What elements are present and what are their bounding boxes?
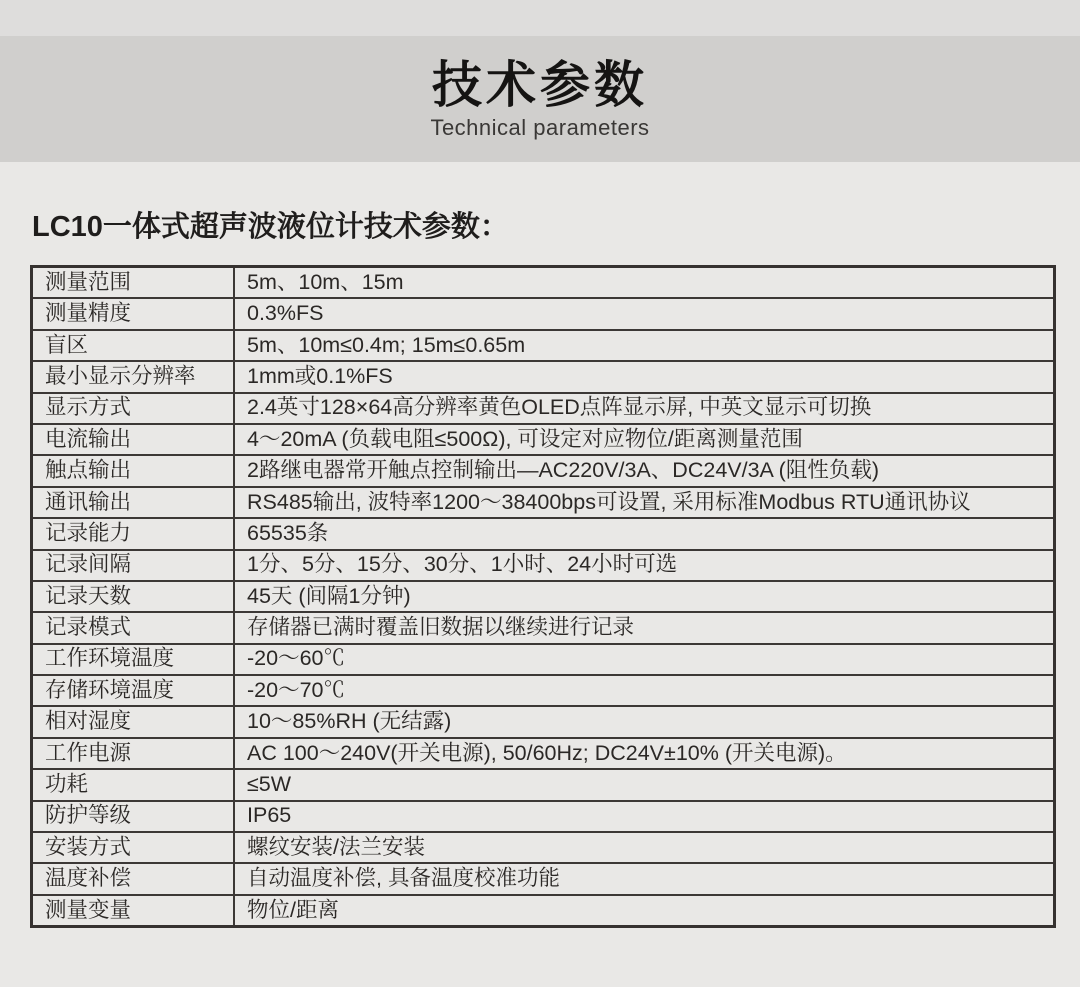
param-value: 自动温度补偿, 具备温度校准功能 xyxy=(234,863,1055,894)
param-label: 测量范围 xyxy=(32,267,235,299)
param-label: 最小显示分辨率 xyxy=(32,361,235,392)
table-row xyxy=(32,393,1055,424)
param-value: -20～70℃ xyxy=(234,675,1055,706)
param-value: 螺纹安装/法兰安装 xyxy=(234,832,1055,863)
param-value: -20～60℃ xyxy=(234,644,1055,675)
param-label: 存储环境温度 xyxy=(32,675,235,706)
table-row xyxy=(32,895,1055,927)
param-value: RS485输出, 波特率1200～38400bps可设置, 采用标准Modbus RTU通讯协议 xyxy=(234,487,1055,518)
param-label: 触点输出 xyxy=(32,455,235,486)
table-row xyxy=(32,424,1055,455)
param-value: 4～20mA (负载电阻≤500Ω), 可设定对应物位/距离测量范围 xyxy=(234,424,1055,455)
table-row xyxy=(32,518,1055,549)
table-row xyxy=(32,581,1055,612)
param-value: 2路继电器常开触点控制输出—AC220V/3A、DC24V/3A (阻性负载) xyxy=(234,455,1055,486)
param-label: 显示方式 xyxy=(32,393,235,424)
table-row xyxy=(32,801,1055,832)
content xyxy=(0,162,1080,928)
param-value: 2.4英寸128×64高分辨率黄色OLED点阵显示屏, 中英文显示可切换 xyxy=(234,393,1055,424)
table-row xyxy=(32,612,1055,643)
param-value: 45天 (间隔1分钟) xyxy=(234,581,1055,612)
param-value: IP65 xyxy=(234,801,1055,832)
table-row xyxy=(32,863,1055,894)
param-value: 5m、10m、15m xyxy=(234,267,1055,299)
param-label: 记录模式 xyxy=(32,612,235,643)
spec-table xyxy=(30,265,1056,928)
table-row xyxy=(32,706,1055,737)
param-label: 记录间隔 xyxy=(32,550,235,581)
param-value: 5m、10m≤0.4m; 15m≤0.65m xyxy=(234,330,1055,361)
title-band xyxy=(0,36,1080,162)
table-row xyxy=(32,298,1055,329)
param-label: 测量变量 xyxy=(32,895,235,927)
param-label: 工作环境温度 xyxy=(32,644,235,675)
table-row xyxy=(32,361,1055,392)
param-label: 盲区 xyxy=(32,330,235,361)
param-label: 防护等级 xyxy=(32,801,235,832)
param-label: 电流输出 xyxy=(32,424,235,455)
table-row xyxy=(32,644,1055,675)
spec-table-body xyxy=(32,267,1055,927)
param-value: 1分、5分、15分、30分、1小时、24小时可选 xyxy=(234,550,1055,581)
table-row xyxy=(32,675,1055,706)
top-strip xyxy=(0,0,1080,36)
table-row xyxy=(32,455,1055,486)
param-label: 功耗 xyxy=(32,769,235,800)
param-label: 记录天数 xyxy=(32,581,235,612)
page-title: 技术参数 xyxy=(432,57,648,113)
table-row xyxy=(32,550,1055,581)
param-value: 存储器已满时覆盖旧数据以继续进行记录 xyxy=(234,612,1055,643)
param-value: 0.3%FS xyxy=(234,298,1055,329)
param-label: 安装方式 xyxy=(32,832,235,863)
param-value: 物位/距离 xyxy=(234,895,1055,927)
param-label: 记录能力 xyxy=(32,518,235,549)
param-value: 65535条 xyxy=(234,518,1055,549)
table-row xyxy=(32,267,1055,299)
table-row xyxy=(32,769,1055,800)
table-row xyxy=(32,330,1055,361)
param-value: ≤5W xyxy=(234,769,1055,800)
param-value: 10～85%RH (无结露) xyxy=(234,706,1055,737)
param-label: 相对湿度 xyxy=(32,706,235,737)
param-label: 通讯输出 xyxy=(32,487,235,518)
table-row xyxy=(32,738,1055,769)
param-label: 工作电源 xyxy=(32,738,235,769)
table-row xyxy=(32,487,1055,518)
page-subtitle: Technical parameters xyxy=(430,115,650,140)
param-label: 测量精度 xyxy=(32,298,235,329)
table-row xyxy=(32,832,1055,863)
param-value: AC 100～240V(开关电源), 50/60Hz; DC24V±10% (开关电源)。 xyxy=(234,738,1055,769)
section-heading: LC10一体式超声波液位计技术参数： xyxy=(32,211,509,243)
param-label: 温度补偿 xyxy=(32,863,235,894)
param-value: 1mm或0.1%FS xyxy=(234,361,1055,392)
